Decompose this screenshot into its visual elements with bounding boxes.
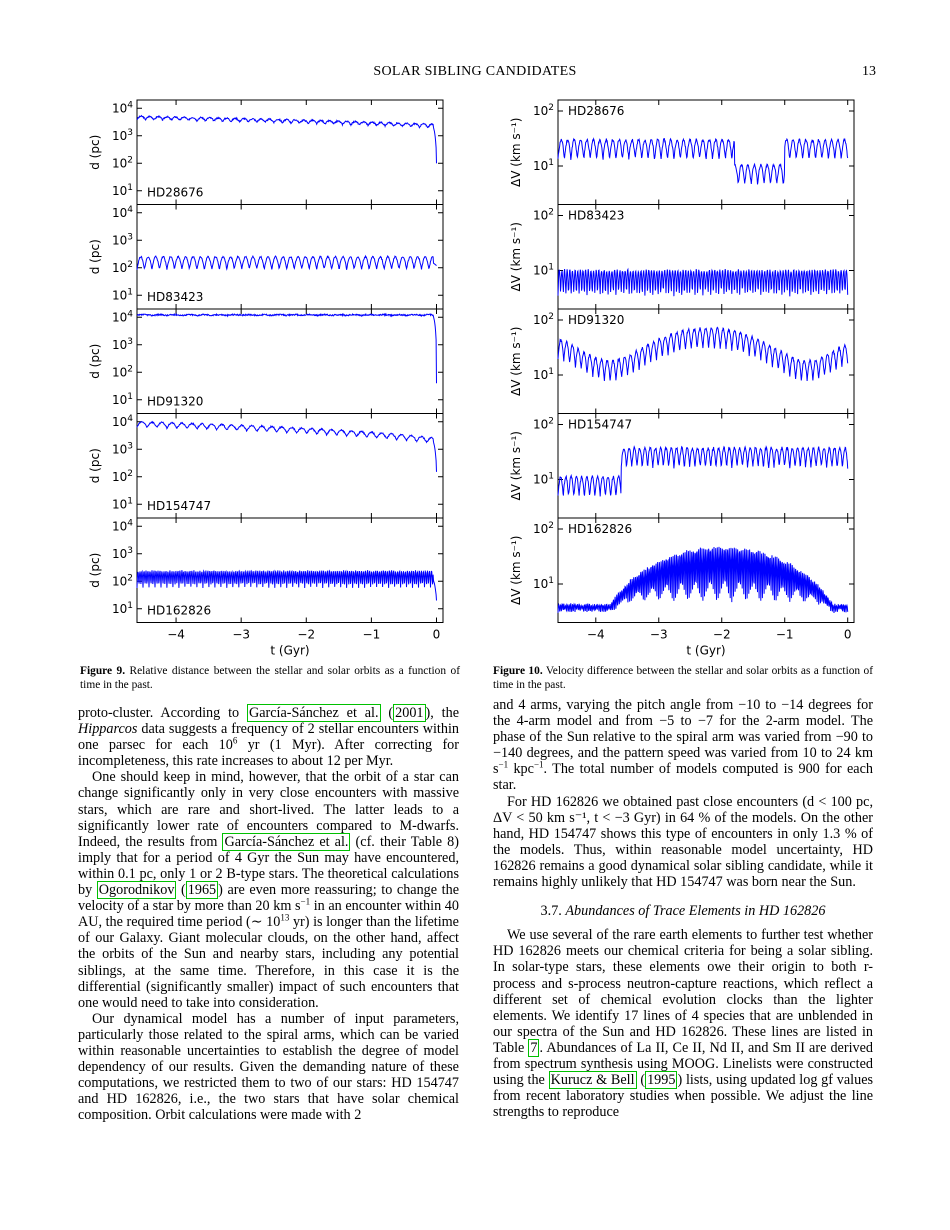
citation-kurucz-bell[interactable]: Kurucz & Bell	[550, 1072, 635, 1089]
y-axis-label: ΔV (km s⁻¹)	[509, 117, 523, 187]
y-tick-label: $10^4$	[111, 413, 133, 429]
citation-year-1965[interactable]: 1965	[187, 882, 217, 899]
x-tick-label: −4	[586, 627, 605, 642]
y-tick-label: $10^1$	[111, 496, 133, 512]
page-header	[0, 64, 950, 84]
y-tick-label: $10^2$	[532, 103, 554, 118]
figure-9	[80, 92, 460, 662]
citation-year-1995[interactable]: 1995	[647, 1072, 676, 1089]
y-tick-label: $10^2$	[111, 155, 133, 171]
y-tick-label: $10^4$	[111, 518, 133, 534]
x-axis-label: t (Gyr)	[270, 643, 310, 658]
citation-garcia-sanchez-2001[interactable]: García-Sánchez et al.	[248, 705, 379, 721]
x-tick-label: −2	[712, 627, 731, 642]
panel-label: HD28676	[147, 185, 204, 200]
figure-10-caption-label: Figure 10.	[493, 665, 543, 677]
x-tick-label: 0	[432, 627, 441, 642]
y-tick-label: $10^3$	[111, 127, 133, 143]
right-column	[493, 697, 873, 1120]
x-axis-label: t (Gyr)	[686, 643, 726, 658]
y-tick-label: $10^1$	[111, 287, 133, 303]
y-tick-label: $10^2$	[532, 416, 554, 432]
series-line	[558, 547, 848, 613]
panel-label: HD83423	[568, 208, 625, 223]
panel-label: HD162826	[147, 603, 212, 618]
right-paragraph-1: and 4 arms, varying the pitch angle from −10 to −14 degrees for the 4-arm model and from −5 to −7 for the 2-arm model. The phase of the Sun relative to the spiral arm was varied from −90 to −140 degrees, and the pattern speed was varied from 10 to 24 km $s^{-1}$ kpc$^{-1}$. The total number of models computed is 900 for each star.	[493, 697, 873, 794]
right-paragraph-3: We use several of the rare earth elements to further test whether HD 162826 meets our chemical criteria for being a solar sibling. In solar-type stars, these elements owe their origin to both r-process and s-process neutron-capture reactions, which reflect a different set of chemical evolution clocks than the lighter elements. We identify 17 lines of 4 species that are unblended in our spectra of the Sun and HD 162826. These lines are listed in Table 7 . Abundances of La II, Ce II, Nd II, and Sm II are derived from spectrum synthesis using MOOG. Linelists were constructed using the Kurucz & Bell ( 1995 ) lists, using updated log gf values from recent laboratory studies when possible. We adjust the line strengths to reproduce	[493, 927, 874, 1121]
y-tick-label: $10^2$	[111, 259, 133, 275]
y-tick-label: $10^2$	[111, 468, 133, 484]
series-line	[137, 422, 437, 472]
running-title: SOLAR SIBLING CANDIDATES	[373, 64, 577, 79]
y-tick-label: $10^4$	[111, 204, 133, 220]
left-paragraph-2: One should keep in mind, however, that the orbit of a star can change significantly only in very close encounters with massive stars, which are rare and short-lived. The latter leads to a significantly lower rate of encounters compared to M-dwarfs. Indeed, the results from García-Sánchez et al. (cf. their Table 8) imply that for a period of 4 Gyr the Sun may have encountered, within 0.1 pc, only 1 or 2 B-type stars. The theoretical calculations by Ogorodnikov ( 1965 ) are even more reassuring; to change the velocity of a star by more than 20 km $s^{-1}$ in an encounter within 40 AU, the required time period (∼ $10^{13}$ yr) is longer than the lifetime of our Galaxy. Giant molecular clouds, on the other hand, affect the orbits of the Sun and nearby stars, including any potential siblings, at the same time. Therefore, in this case it is the differential (significantly smaller) impact of such encounters that one would need to take into consideration.	[78, 769, 459, 1011]
y-tick-label: $10^2$	[111, 573, 133, 589]
panel-label: HD83423	[147, 290, 204, 304]
citation-ogorodnikov[interactable]: Ogorodnikov	[98, 882, 175, 899]
figure-9-caption	[80, 665, 460, 692]
right-paragraph-2: For HD 162826 we obtained past close encounters (d < 100 pc, ΔV < 50 km s⁻¹, t < −3 Gyr) in 64 % of the models. On the other hand, HD 154747 shows this type of encounters in only 1.3 % of the models. Thus, within reasonable model uncertainty, HD 162826 remains a good dynamical solar sibling candidate, while it remains highly unlikely that HD 154747 was born near the Sun.	[493, 793, 873, 891]
series-line	[137, 116, 437, 164]
citation-garcia-sanchez[interactable]: García-Sánchez et al.	[224, 833, 349, 850]
x-tick-label: −3	[649, 627, 668, 642]
y-axis-label: d (pc)	[88, 239, 102, 275]
panel-label: HD91320	[568, 313, 625, 327]
y-tick-label: $10^4$	[111, 309, 133, 325]
y-axis-label: d (pc)	[88, 134, 102, 170]
y-tick-label: $10^1$	[532, 576, 554, 591]
y-tick-label: $10^1$	[111, 391, 133, 407]
left-paragraph-3: Our dynamical model has a number of input parameters, particularly those related to the spiral arms, which can be varied within reasonable uncertainties to establish the degree of model dependency of our results. Given the demanding nature of these computations, we restricted them to two of our stars: HD 154747 and HD 162826, i.e., the two stars that have solar chemical composition. Orbit calculations were made with 2	[78, 1010, 459, 1124]
figure-9-caption-label: Figure 9.	[80, 665, 126, 677]
page-number: 13	[862, 64, 876, 79]
x-tick-label: 0	[843, 627, 852, 642]
panel-label: HD154747	[568, 417, 633, 432]
figure-9-caption-text: Relative distance between the stellar and solar orbits as a function of time in the past.	[80, 665, 460, 691]
series-line	[558, 327, 848, 381]
panel-label: HD154747	[147, 499, 212, 513]
y-tick-label: $10^1$	[111, 600, 133, 616]
series-line	[137, 256, 437, 270]
section-heading: 3.7. Abundances of Trace Elements in HD 162826	[540, 903, 826, 920]
x-tick-label: −4	[167, 627, 185, 642]
y-tick-label: $10^2$	[532, 312, 554, 327]
y-axis-label: ΔV (km s⁻¹)	[509, 326, 523, 396]
series-line	[558, 269, 848, 296]
y-axis-label: ΔV (km s⁻¹)	[509, 222, 523, 292]
y-tick-label: $10^3$	[111, 441, 133, 457]
x-tick-label: −2	[297, 627, 316, 642]
y-tick-label: $10^2$	[532, 207, 554, 223]
y-tick-label: $10^3$	[111, 232, 133, 248]
x-tick-label: −3	[232, 627, 251, 642]
panel-label: HD162826	[568, 522, 633, 536]
citation-year-2001[interactable]: 2001	[395, 705, 424, 721]
x-tick-label: −1	[362, 627, 381, 642]
y-tick-label: $10^1$	[532, 367, 554, 382]
series-line	[558, 447, 848, 497]
y-tick-label: $10^1$	[532, 471, 554, 487]
y-axis-label: ΔV (km s⁻¹)	[509, 431, 523, 501]
y-tick-label: $10^2$	[532, 521, 554, 536]
figure-10-caption-text: Velocity difference between the stellar and solar orbits as a function of time in the past.	[493, 665, 873, 691]
y-tick-label: $10^3$	[111, 336, 133, 352]
y-tick-label: $10^1$	[111, 182, 133, 198]
panel-label: HD28676	[568, 104, 625, 118]
y-axis-label: d (pc)	[88, 448, 102, 484]
x-tick-label: −1	[775, 627, 794, 642]
y-tick-label: $10^2$	[111, 364, 133, 380]
table-7-link[interactable]: 7	[530, 1039, 538, 1056]
series-line	[137, 570, 437, 600]
series-line	[558, 139, 848, 185]
y-axis-label: d (pc)	[88, 343, 102, 379]
left-column	[78, 705, 459, 1123]
y-tick-label: $10^3$	[111, 545, 133, 561]
panel-label: HD91320	[147, 394, 204, 409]
left-paragraph-1: proto-cluster. According to García-Sánchez et al. ( 2001 ), the Hipparcos data suggests a frequency of 2 stellar encounters within one parsec for each $10^6$ yr (1 Myr). After correcting for incompleteness, this rate increases to about 12 per Myr.	[78, 705, 459, 770]
y-tick-label: $10^1$	[532, 262, 554, 278]
series-line	[137, 314, 437, 383]
y-axis-label: d (pc)	[88, 552, 102, 588]
y-tick-label: $10^4$	[111, 100, 133, 116]
y-tick-label: $10^1$	[532, 158, 554, 173]
figure-10-caption	[493, 665, 873, 692]
figure-10	[492, 92, 892, 662]
y-axis-label: ΔV (km s⁻¹)	[509, 535, 523, 605]
